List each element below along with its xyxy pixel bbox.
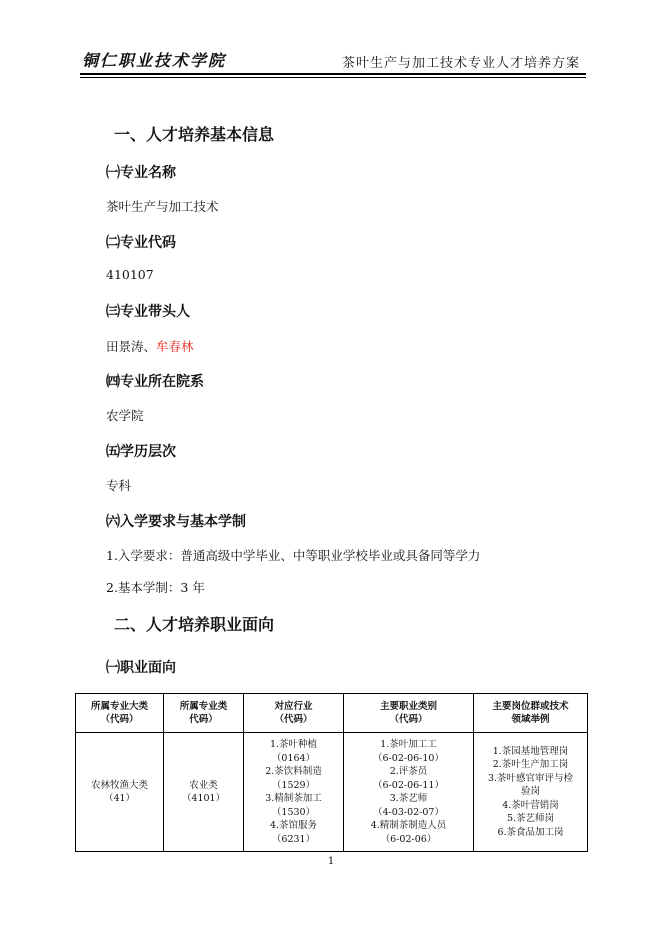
cell-major-category: 农林牧渔大类 （41） xyxy=(76,733,164,852)
admission-heading: ㈥入学要求与基本学制 xyxy=(106,514,246,530)
major-leader-text xyxy=(106,337,194,355)
major-code-heading: ㈡专业代码 xyxy=(106,235,176,251)
education-level-text: 专科 xyxy=(106,478,132,493)
cell-industry: 1.茶叶种植 （0164） 2.茶饮料制造 （1529） 3.精制茶加工 （1530） 4.茶馆服务 （6231） xyxy=(244,733,344,852)
major-code-text: 410107 xyxy=(106,267,154,282)
cell-positions: 1.茶园基地管理岗 2.茶叶生产加工岗 3.茶叶感官审评与检 验岗 4.茶叶营销岗 5.茶艺师岗 6.茶食品加工岗 xyxy=(474,733,588,852)
table-row xyxy=(76,733,588,852)
table-header-row xyxy=(76,694,588,733)
department-heading: ㈣专业所在院系 xyxy=(106,374,204,390)
header-doc-title: 茶叶生产与加工技术专业人才培养方案 xyxy=(341,56,580,71)
header-institution: 铜仁职业技术学院 xyxy=(82,51,227,70)
admission-requirement: 1.入学要求：普通高级中学毕业、中等职业学校毕业或具备同等学力 xyxy=(106,548,481,563)
section2-title: 二、人才培养职业面向 xyxy=(114,615,275,634)
header-positions: 主要岗位群或技术 领域举例 xyxy=(474,694,588,733)
major-name-heading: ㈠专业名称 xyxy=(106,165,176,181)
header-occupation: 主要职业类别 （代码） xyxy=(344,694,474,733)
career-orientation-heading: ㈠职业面向 xyxy=(106,660,176,676)
career-orientation-table xyxy=(75,693,588,852)
department-text: 农学院 xyxy=(106,408,144,423)
header-major-class: 所属专业类 代码） xyxy=(164,694,244,733)
page-number: 1 xyxy=(327,856,335,867)
header-industry: 对应行业 （代码） xyxy=(244,694,344,733)
education-level-heading: ㈤学历层次 xyxy=(106,444,176,460)
cell-major-class: 农业类 （4101） xyxy=(164,733,244,852)
cell-occupation: 1.茶叶加工工 （6-02-06-10） 2.评茶员 （6-02-06-11） 3.茶艺师 （4-03-02-07） 4.精制茶制造人员 （6-02-06） xyxy=(344,733,474,852)
leader-name-2: 牟春林 xyxy=(156,339,194,354)
header-rule xyxy=(80,73,586,78)
study-duration: 2.基本学制：3 年 xyxy=(106,580,205,595)
leader-name-1: 田景涛、 xyxy=(106,339,157,354)
header-major-category: 所属专业大类 （代码） xyxy=(76,694,164,733)
section1-title: 一、人才培养基本信息 xyxy=(114,125,275,144)
major-name-text: 茶叶生产与加工技术 xyxy=(106,199,219,214)
major-leader-heading: ㈢专业带头人 xyxy=(106,304,190,320)
